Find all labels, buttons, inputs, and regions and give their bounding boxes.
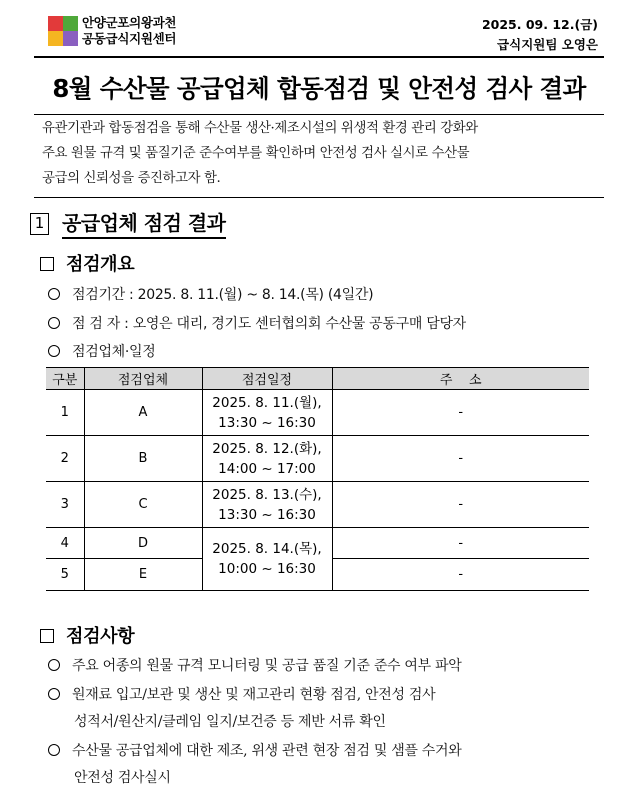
item-3-continuation: 안전성 검사실시: [74, 770, 171, 786]
row-company: E: [84, 559, 202, 591]
items-heading-text: 점검사항: [66, 626, 135, 647]
item-2-text: 원재료 입고/보관 및 생산 및 재고관리 현황 점검, 안전성 검사: [72, 687, 436, 703]
schedule-time: 14:00 ~ 17:00: [218, 460, 316, 477]
row-schedule: [202, 436, 332, 482]
document-title: 8월 수산물 공급업체 합동점검 및 안전성 검사 결과: [52, 74, 586, 103]
table-row: [46, 482, 589, 528]
row-no: 1: [46, 390, 84, 436]
circle-bullet-icon: [48, 317, 60, 329]
row-no: 5: [46, 559, 84, 591]
item-2: [48, 684, 435, 706]
intro-line-1: 유관기관과 합동점검을 통해 수산물 생산·제조시설의 위생적 환경 관리 강화와: [42, 121, 478, 136]
overview-period: [48, 284, 373, 306]
row-address: -: [332, 436, 589, 482]
schedule-date: 2025. 8. 13.(수),: [212, 486, 322, 503]
table-header-row: [46, 368, 589, 390]
section-number: 1: [30, 213, 49, 235]
circle-bullet-icon: [48, 288, 60, 300]
table-row: [46, 390, 589, 436]
row-no: 3: [46, 482, 84, 528]
inspection-schedule-table: [46, 367, 589, 591]
row-schedule: [202, 528, 332, 591]
organization-name: [82, 15, 176, 47]
org-line-2: 공동급식지원센터: [82, 31, 177, 46]
schedule-time: 10:00 ~ 16:30: [218, 561, 316, 577]
report-date: 2025. 09. 12.(금): [481, 17, 598, 32]
table-row: [46, 436, 589, 482]
section-title: 공급업체 점검 결과: [62, 210, 226, 239]
row-address: -: [332, 482, 589, 528]
intro-line-3: 공급의 신뢰성을 증진하고자 함.: [42, 171, 221, 186]
org-line-1: 안양군포의왕과천: [82, 15, 177, 30]
item-1-text: 주요 어종의 원물 규격 모니터링 및 공급 품질 기준 준수 여부 파악: [72, 658, 462, 674]
schedule-date: 2025. 8. 11.(월),: [212, 394, 322, 411]
row-schedule: [202, 390, 332, 436]
row-company: D: [84, 528, 202, 559]
row-no: 4: [46, 528, 84, 559]
header-address: 주 소: [332, 368, 589, 390]
circle-bullet-icon: [48, 659, 60, 671]
schedule-time: 13:30 ~ 16:30: [218, 414, 316, 431]
square-bullet-icon: [40, 629, 54, 643]
row-schedule: [202, 482, 332, 528]
table-row: [46, 528, 589, 559]
item-3: [48, 740, 461, 762]
center-logo: [48, 16, 78, 46]
overview-schedule-label: [48, 341, 156, 363]
circle-bullet-icon: [48, 345, 60, 357]
item-2-continuation: 성적서/원산지/클레임 일지/보건증 등 제반 서류 확인: [74, 714, 386, 730]
row-address: -: [332, 559, 589, 591]
overview-heading: [40, 250, 134, 276]
circle-bullet-icon: [48, 744, 60, 756]
header-divider: [34, 56, 604, 58]
item-1: [48, 655, 461, 677]
row-address: -: [332, 390, 589, 436]
items-heading: [40, 622, 134, 648]
schedule-date: 2025. 8. 14.(목),: [212, 541, 322, 557]
intro-summary: [34, 116, 604, 198]
report-author: 급식지원팀 오영은: [497, 37, 598, 52]
overview-inspectors: [48, 313, 466, 335]
intro-line-2: 주요 원물 규격 및 품질기준 준수여부를 확인하며 안전성 검사 실시로 수산물: [42, 146, 470, 161]
row-company: B: [84, 436, 202, 482]
row-company: C: [84, 482, 202, 528]
overview-heading-text: 점검개요: [66, 254, 135, 275]
title-divider: [34, 114, 604, 115]
item-3-text: 수산물 공급업체에 대한 제조, 위생 관련 현장 점검 및 샘플 수거와: [72, 743, 462, 759]
period-text: 점검기간 : 2025. 8. 11.(월) ~ 8. 14.(목) (4일간): [72, 287, 374, 303]
header-company: 점검업체: [84, 368, 202, 390]
row-no: 2: [46, 436, 84, 482]
circle-bullet-icon: [48, 688, 60, 700]
schedule-date: 2025. 8. 12.(화),: [212, 440, 322, 457]
schedule-time: 13:30 ~ 16:30: [218, 506, 316, 523]
inspectors-text: 점 검 자 : 오영은 대리, 경기도 센터협의회 수산물 공동구매 담당자: [72, 316, 466, 332]
header-schedule: 점검일정: [202, 368, 332, 390]
row-address: -: [332, 528, 589, 559]
header-no: 구분: [46, 368, 84, 390]
row-company: A: [84, 390, 202, 436]
square-bullet-icon: [40, 257, 54, 271]
schedule-label-text: 점검업체·일정: [72, 344, 156, 360]
